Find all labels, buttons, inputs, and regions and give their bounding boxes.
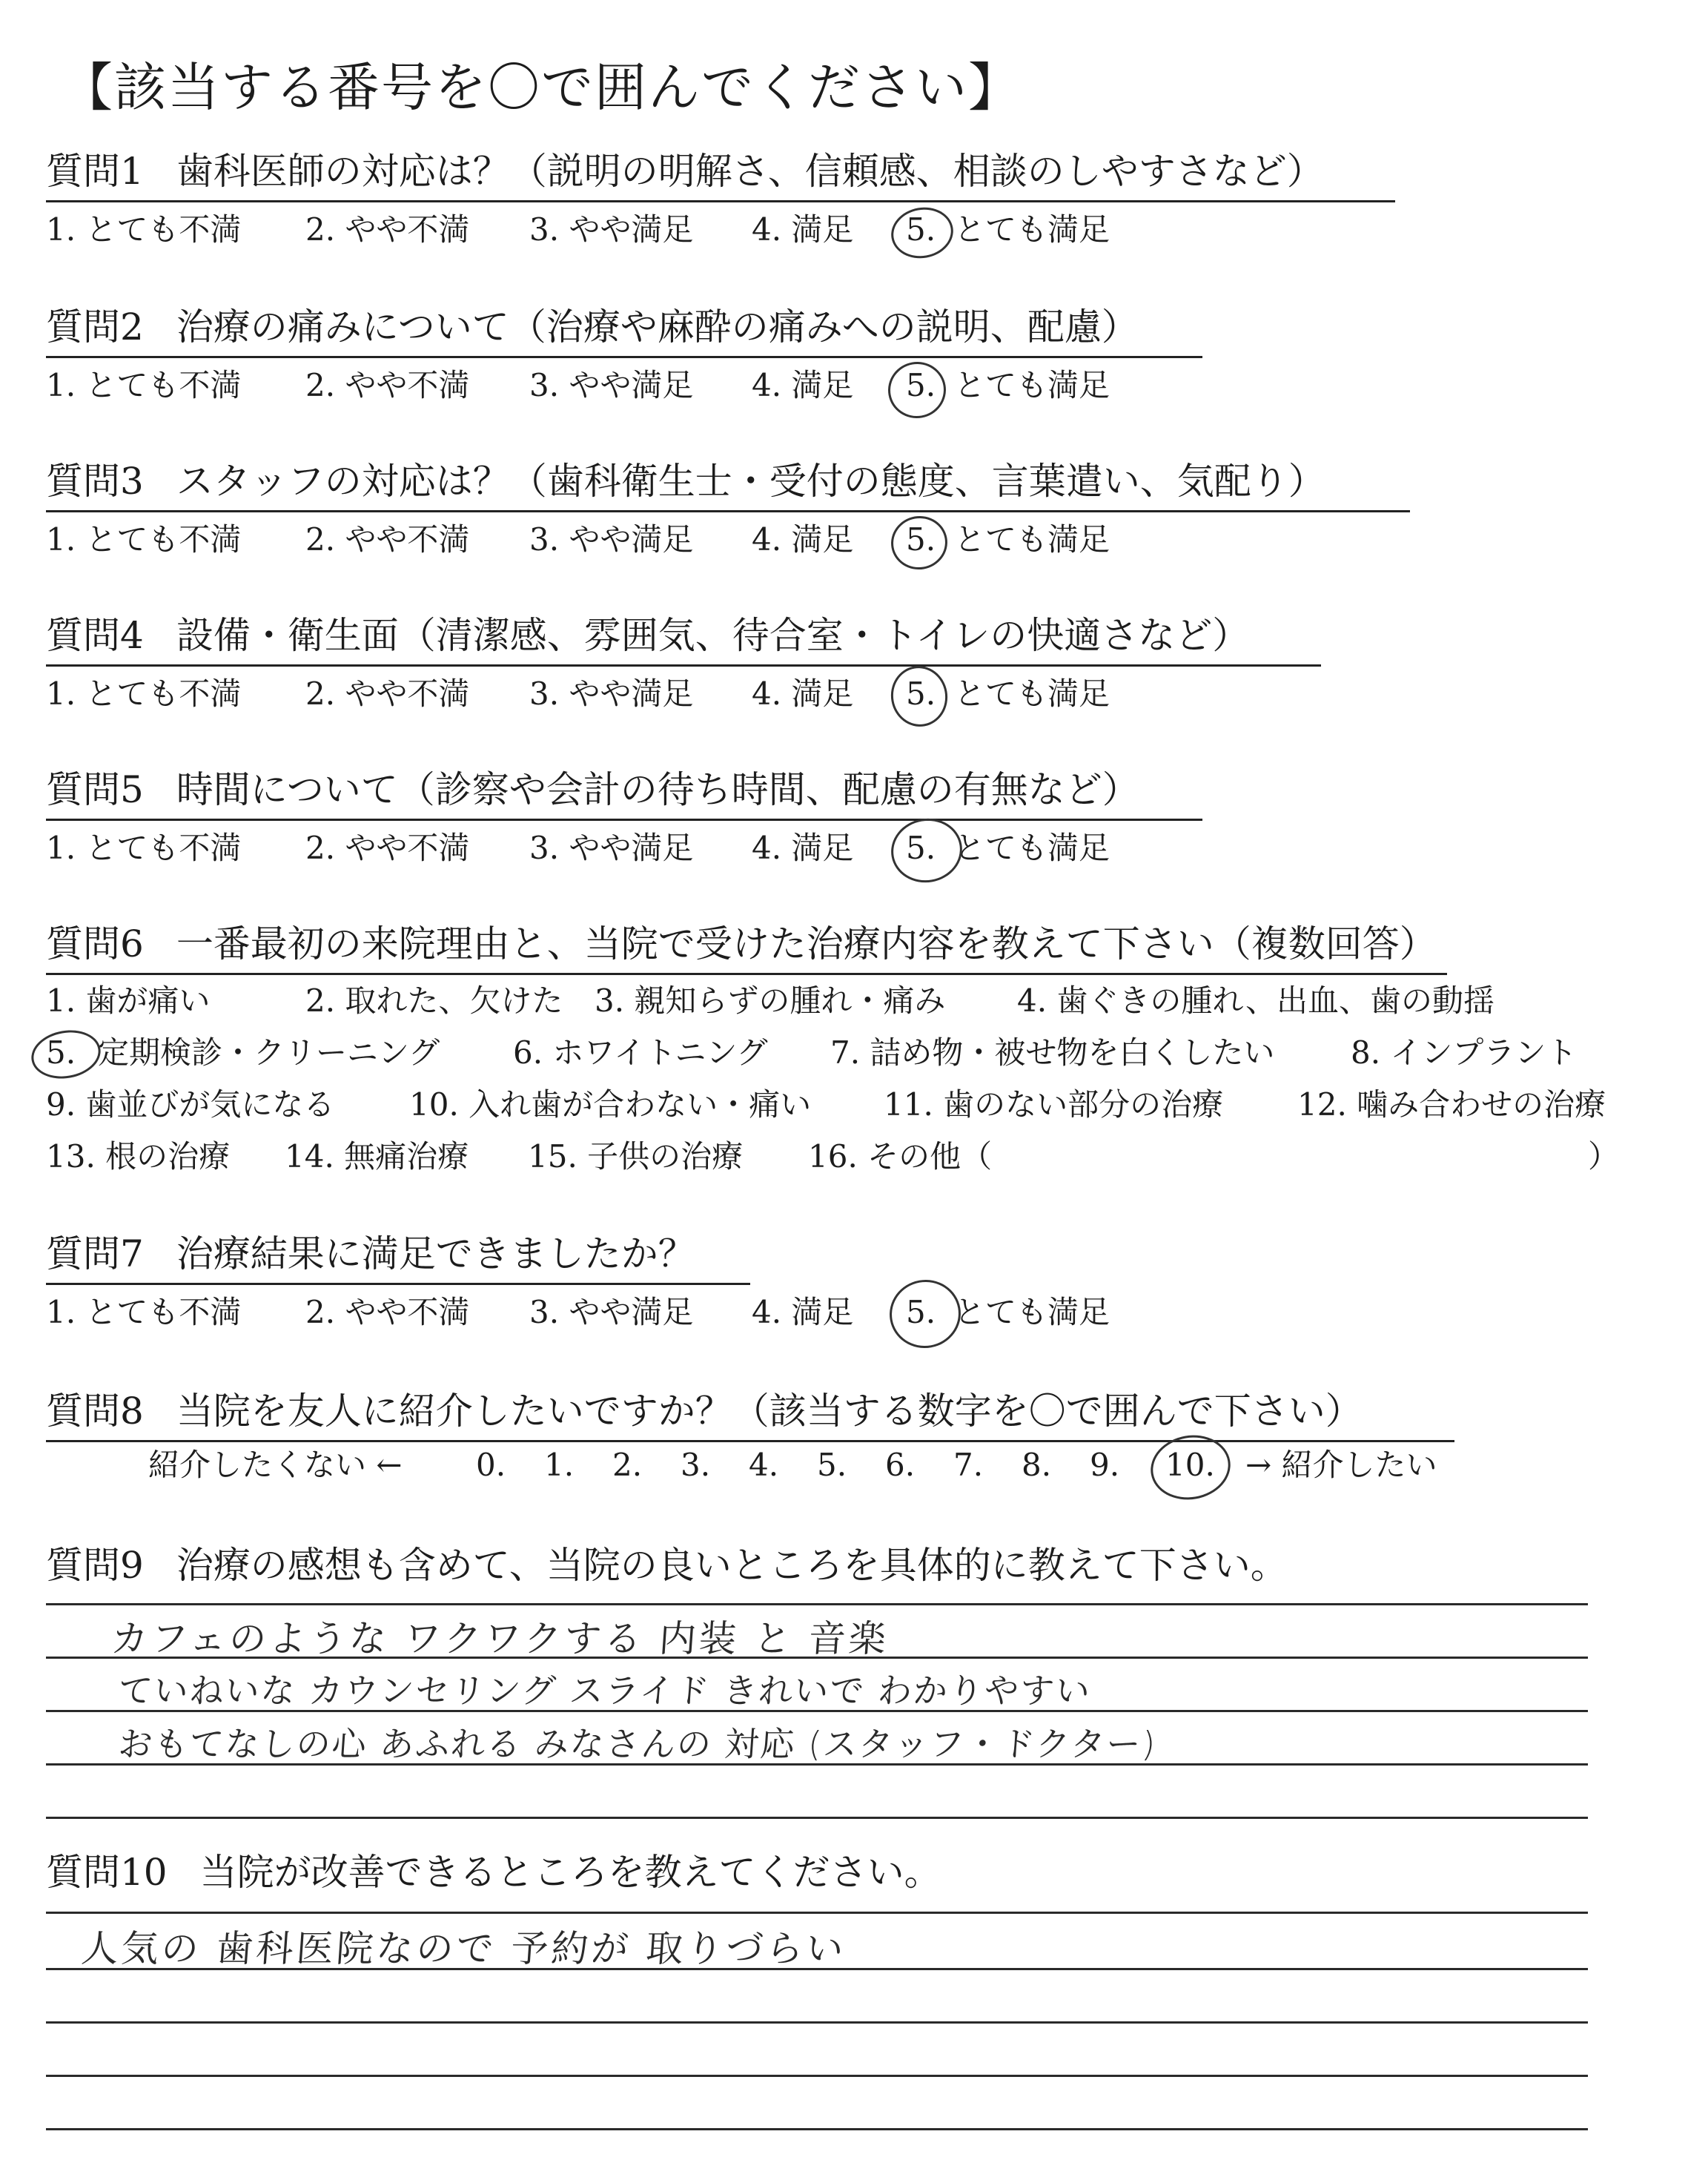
option-11[interactable]: 11. 歯のない部分の治療 bbox=[884, 1086, 1224, 1123]
question-10-heading bbox=[46, 1843, 941, 1901]
answer-rule bbox=[46, 2128, 1588, 2130]
answer-rule bbox=[46, 1912, 1588, 1914]
selection-circle bbox=[27, 1025, 105, 1083]
option-3[interactable]: 3. 親知らずの腫れ・痛み bbox=[595, 982, 946, 1019]
answer-rule bbox=[46, 1817, 1588, 1819]
option-6[interactable]: 6. ホワイトニング bbox=[513, 1034, 768, 1071]
option-5-selected[interactable]: 5. bbox=[906, 676, 936, 712]
question-number: 質問9 bbox=[46, 1544, 144, 1587]
scale-7[interactable]: 7. bbox=[953, 1447, 984, 1483]
question-3-options bbox=[46, 516, 1232, 564]
handwritten-answer-line: 人気の 歯科医院なので 予約が 取りづらい bbox=[79, 1927, 848, 1970]
question-8-scale bbox=[148, 1441, 1483, 1489]
scale-6[interactable]: 6. bbox=[885, 1447, 916, 1483]
scale-8[interactable]: 8. bbox=[1022, 1447, 1052, 1483]
scale-0[interactable]: 0. bbox=[476, 1447, 506, 1483]
question-number: 質問1 bbox=[46, 150, 144, 193]
selection-circle bbox=[884, 357, 950, 423]
option-5-label: とても満足 bbox=[954, 367, 1110, 403]
option-4[interactable]: 4. 満足 bbox=[752, 367, 854, 403]
question-5-options bbox=[46, 825, 1232, 872]
scale-2[interactable]: 2. bbox=[612, 1447, 643, 1483]
question-6-heading bbox=[46, 915, 1447, 975]
option-4[interactable]: 4. 満足 bbox=[752, 521, 854, 558]
option-3[interactable]: 3. やや満足 bbox=[529, 1294, 694, 1330]
question-8-heading bbox=[46, 1382, 1454, 1442]
selection-circle bbox=[887, 512, 951, 574]
option-1[interactable]: 1. とても不満 bbox=[46, 367, 242, 403]
option-5-label: とても満足 bbox=[954, 676, 1110, 712]
question-number: 質問8 bbox=[46, 1390, 144, 1433]
option-1[interactable]: 1. 歯が痛い bbox=[46, 982, 211, 1019]
scale-right-label: → 紹介したい bbox=[1245, 1447, 1437, 1483]
option-1[interactable]: 1. とても不満 bbox=[46, 521, 242, 558]
question-number: 質問5 bbox=[46, 768, 144, 811]
question-text: 歯科医師の対応は？（説明の明解さ、信頼感、相談のしやすさなど） bbox=[176, 150, 1324, 193]
question-1-heading bbox=[46, 142, 1395, 202]
answer-rule bbox=[46, 1603, 1588, 1605]
option-5-label: 定期検診・クリーニング bbox=[98, 1034, 440, 1071]
question-4-options bbox=[46, 670, 1232, 718]
question-1-options bbox=[46, 206, 1232, 254]
option-5-selected[interactable]: 5. bbox=[906, 367, 936, 403]
option-16[interactable]: 16. その他（ bbox=[808, 1138, 993, 1175]
option-9[interactable]: 9. 歯並びが気になる bbox=[46, 1086, 335, 1123]
scale-1[interactable]: 1. bbox=[544, 1447, 575, 1483]
question-5-heading bbox=[46, 761, 1202, 821]
option-1[interactable]: 1. とても不満 bbox=[46, 676, 242, 712]
option-15[interactable]: 15. 子供の治療 bbox=[528, 1138, 744, 1175]
option-16-close-paren: ） bbox=[1588, 1138, 1620, 1175]
question-text: 時間について（診察や会計の待ち時間、配慮の有無など） bbox=[176, 768, 1139, 811]
handwritten-answer-line: ていねいな カウンセリング スライド きれいで わかりやすい bbox=[116, 1671, 1093, 1711]
question-3-heading bbox=[46, 452, 1410, 512]
question-text: 治療の感想も含めて、当院の良いところを具体的に教えて下さい。 bbox=[176, 1544, 1288, 1587]
option-3[interactable]: 3. やや満足 bbox=[529, 676, 694, 712]
question-6-row-1 bbox=[46, 977, 1662, 1025]
option-13[interactable]: 13. 根の治療 bbox=[46, 1138, 231, 1175]
question-6-row-2 bbox=[46, 1029, 1662, 1077]
question-number: 質問7 bbox=[46, 1232, 144, 1275]
question-7-options bbox=[46, 1289, 1232, 1336]
form-title: 【該当する番号を〇で囲んでください】 bbox=[61, 57, 1022, 118]
option-4[interactable]: 4. 満足 bbox=[752, 830, 854, 866]
option-1[interactable]: 1. とても不満 bbox=[46, 211, 242, 248]
answer-rule bbox=[46, 2075, 1588, 2077]
option-14[interactable]: 14. 無痛治療 bbox=[285, 1138, 469, 1175]
option-2[interactable]: 2. 取れた、欠けた bbox=[305, 982, 563, 1019]
question-number: 質問2 bbox=[46, 305, 144, 349]
question-2-options bbox=[46, 362, 1232, 409]
handwritten-answer-line: おもてなしの心 あふれる みなさんの 対応 (スタッフ・ドクター) bbox=[116, 1724, 1159, 1764]
option-4[interactable]: 4. 満足 bbox=[752, 676, 854, 712]
option-4[interactable]: 4. 満足 bbox=[752, 211, 854, 248]
option-1[interactable]: 1. とても不満 bbox=[46, 1294, 242, 1330]
scale-4[interactable]: 4. bbox=[749, 1447, 779, 1483]
question-6-row-4 bbox=[46, 1133, 1662, 1180]
question-number: 質問3 bbox=[46, 460, 144, 503]
option-3[interactable]: 3. やや満足 bbox=[529, 830, 694, 866]
option-5-selected[interactable]: 5. bbox=[906, 211, 936, 248]
answer-rule bbox=[46, 2021, 1588, 2024]
selection-circle bbox=[887, 202, 958, 263]
option-5-selected[interactable]: 5. bbox=[906, 1294, 936, 1330]
scale-10-selected[interactable]: 10. bbox=[1165, 1447, 1215, 1483]
question-4-heading bbox=[46, 607, 1321, 667]
question-text: 当院を友人に紹介したいですか？（該当する数字を〇で囲んで下さい） bbox=[176, 1390, 1363, 1433]
option-2[interactable]: 2. やや不満 bbox=[305, 521, 470, 558]
option-2[interactable]: 2. やや不満 bbox=[305, 676, 470, 712]
selection-circle bbox=[884, 1274, 967, 1353]
option-2[interactable]: 2. やや不満 bbox=[305, 1294, 470, 1330]
option-2[interactable]: 2. やや不満 bbox=[305, 211, 470, 248]
question-7-heading bbox=[46, 1225, 750, 1285]
scale-9[interactable]: 9. bbox=[1090, 1447, 1120, 1483]
option-4[interactable]: 4. 歯ぐきの腫れ、出血、歯の動揺 bbox=[1017, 982, 1494, 1019]
option-3[interactable]: 3. やや満足 bbox=[529, 211, 694, 248]
handwritten-answer-line: カフェのような ワクワクする 内装 と 音楽 bbox=[109, 1617, 890, 1660]
scale-3[interactable]: 3. bbox=[681, 1447, 711, 1483]
question-6-row-3 bbox=[46, 1081, 1662, 1129]
option-5-label: とても満足 bbox=[954, 521, 1110, 558]
option-8[interactable]: 8. インプラント bbox=[1351, 1034, 1578, 1071]
question-text: 設備・衛生面（清潔感、雰囲気、待合室・トイレの快適さなど） bbox=[176, 614, 1250, 657]
option-2[interactable]: 2. やや不満 bbox=[305, 367, 470, 403]
scale-5[interactable]: 5. bbox=[817, 1447, 847, 1483]
question-text: スタッフの対応は？（歯科衛生士・受付の態度、言葉遣い、気配り） bbox=[176, 460, 1325, 503]
option-3[interactable]: 3. やや満足 bbox=[529, 521, 694, 558]
option-5-label: とても満足 bbox=[954, 1294, 1110, 1330]
option-5-label: とても満足 bbox=[954, 830, 1110, 866]
option-7[interactable]: 7. 詰め物・被せ物を白くしたい bbox=[830, 1034, 1275, 1071]
option-4[interactable]: 4. 満足 bbox=[752, 1294, 854, 1330]
question-number: 質問10 bbox=[46, 1851, 168, 1894]
question-text: 治療結果に満足できましたか？ bbox=[176, 1232, 695, 1275]
question-number: 質問4 bbox=[46, 614, 144, 657]
scale-left-label: 紹介したくない ← bbox=[148, 1447, 403, 1483]
option-12[interactable]: 12. 噛み合わせの治療 bbox=[1297, 1086, 1606, 1123]
option-2[interactable]: 2. やや不満 bbox=[305, 830, 470, 866]
selection-circle bbox=[886, 661, 952, 731]
question-text: 治療の痛みについて（治療や麻酔の痛みへの説明、配慮） bbox=[176, 305, 1139, 349]
option-10[interactable]: 10. 入れ歯が合わない・痛い bbox=[409, 1086, 812, 1123]
option-3[interactable]: 3. やや満足 bbox=[529, 367, 694, 403]
option-5-label: とても満足 bbox=[954, 211, 1110, 248]
question-number: 質問6 bbox=[46, 922, 144, 965]
option-5-selected[interactable]: 5. bbox=[906, 521, 936, 558]
option-5-selected[interactable]: 5. bbox=[906, 830, 936, 866]
question-text: 当院が改善できるところを教えてください。 bbox=[199, 1851, 941, 1894]
option-5-selected[interactable]: 5. bbox=[46, 1034, 76, 1071]
question-2-heading bbox=[46, 298, 1202, 358]
question-text: 一番最初の来院理由と、当院で受けた治療内容を教えて下さい（複数回答） bbox=[176, 922, 1437, 965]
option-1[interactable]: 1. とても不満 bbox=[46, 830, 242, 866]
question-9-heading bbox=[46, 1536, 1288, 1594]
